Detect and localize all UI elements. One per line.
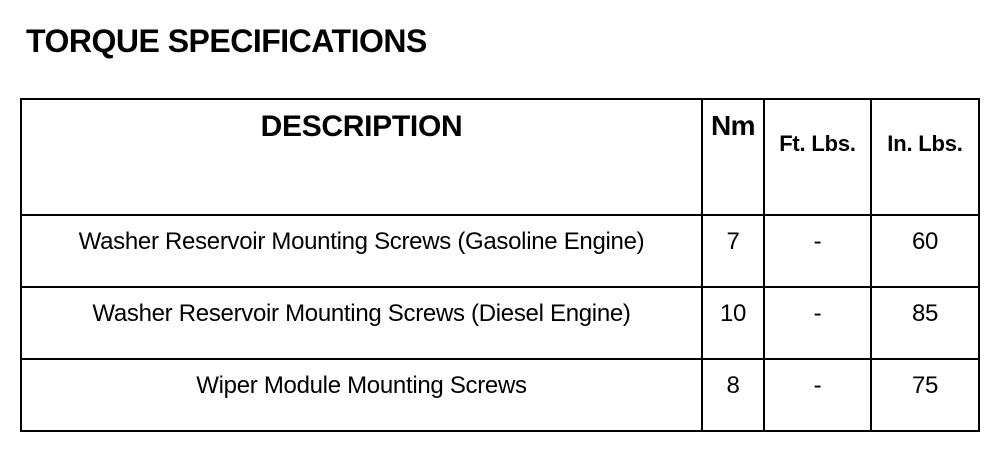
torque-spec-table	[20, 98, 980, 432]
cell-ft-lbs: -	[764, 287, 871, 359]
cell-description: Washer Reservoir Mounting Screws (Diesel Engine)	[21, 287, 702, 359]
cell-nm: 8	[702, 359, 764, 431]
cell-ft-lbs: -	[764, 215, 871, 287]
page-title: TORQUE SPECIFICATIONS	[26, 23, 427, 59]
cell-description: Washer Reservoir Mounting Screws (Gasoline Engine)	[21, 215, 702, 287]
cell-in-lbs: 85	[871, 287, 979, 359]
column-header-nm: Nm	[702, 99, 764, 215]
table-row	[21, 287, 979, 359]
table-row	[21, 359, 979, 431]
cell-nm: 7	[702, 215, 764, 287]
table-header-row	[21, 99, 979, 215]
column-header-in-lbs: In. Lbs.	[871, 99, 979, 215]
cell-in-lbs: 75	[871, 359, 979, 431]
column-header-ft-lbs: Ft. Lbs.	[764, 99, 871, 215]
cell-in-lbs: 60	[871, 215, 979, 287]
column-header-description: DESCRIPTION	[21, 99, 702, 215]
cell-ft-lbs: -	[764, 359, 871, 431]
table-row	[21, 215, 979, 287]
cell-nm: 10	[702, 287, 764, 359]
cell-description: Wiper Module Mounting Screws	[21, 359, 702, 431]
